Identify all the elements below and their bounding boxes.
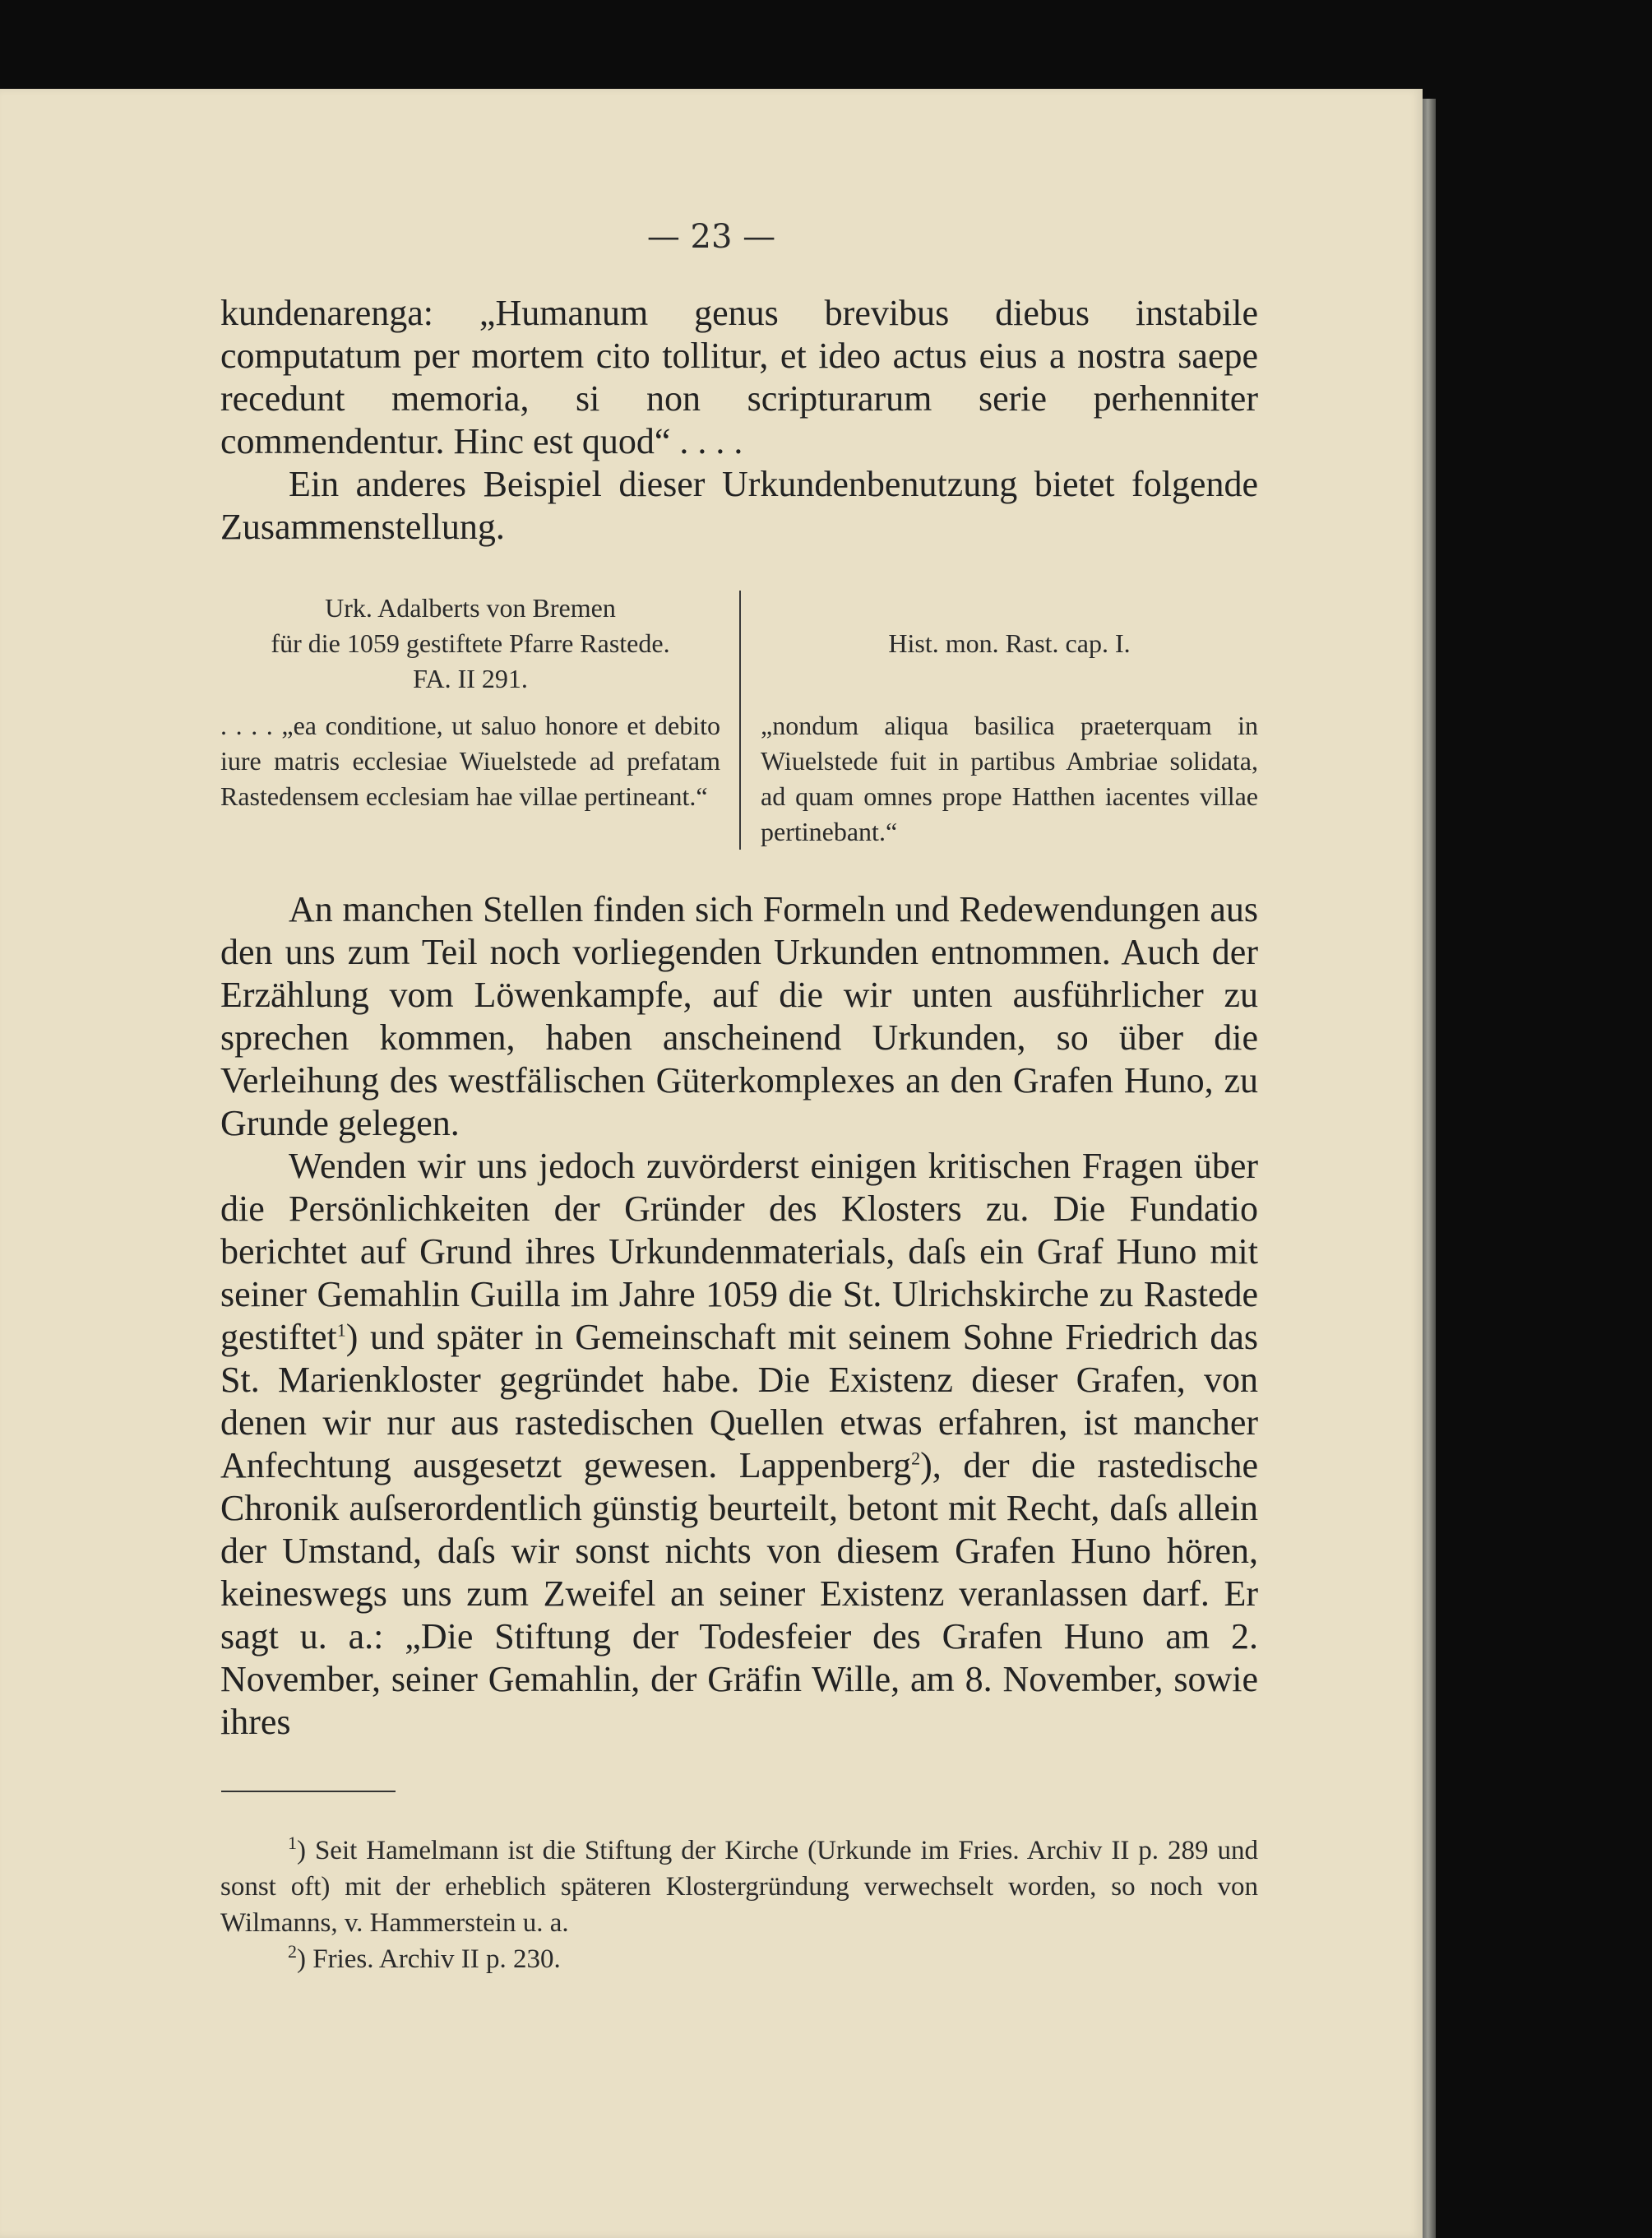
footnote-1-text: ) Seit Hamelmann ist die Stiftung der Kirche (Urkunde im Fries. Archiv II p. 289 und sonst oft) mit der erheblich späteren Klostergründung verwechselt worden, so noch von Wilmanns, v. Hammerstein u. a. (220, 1836, 1258, 1938)
left-heading-line-1: Urk. Adalberts von Bremen (325, 593, 616, 623)
body-text-bottom (220, 888, 1258, 1744)
footnote-2-text: ) Fries. Archiv II p. 230. (297, 1944, 561, 1974)
footnote-2-mark: 2 (288, 1941, 297, 1962)
footnote-rule (221, 1791, 396, 1792)
paragraph-formulas: An manchen Stellen finden sich Formeln und Redewendungen aus den uns zum Teil noch vorliegenden Urkunden entnommen. Auch der Erzählung vom Löwenkampfe, auf die wir unten ausführlicher zu sprechen kommen, haben anscheinend Urkunden, so über die Verleihung des westfälischen Güterkomplexes an den Grafen Huno, zu Grunde gelegen. (220, 889, 1258, 1143)
footnote-1-mark: 1 (288, 1833, 297, 1853)
left-column-heading (220, 591, 720, 697)
footnote-ref-2: 2 (911, 1448, 921, 1469)
footnote-1 (220, 1833, 1258, 1941)
page-number: — 23 — (646, 218, 776, 256)
left-heading-line-3: FA. II 291. (413, 664, 528, 693)
founders-text-1: Wenden wir uns jedoch zuvörderst einigen kritischen Fragen über die Persönlichkeiten der Gründer des Klosters zu. Die Fundatio berichtet auf Grund ihres Urkundenmaterials, daſs ein Graf Huno mit seiner Gemahlin Guilla im Jahre 1059 die St. Ulrichskirche zu Rastede gestiftet (220, 1146, 1258, 1357)
footnote-2 (220, 1941, 1258, 1977)
founders-text-3: ), der die rastedische Chronik auſserordentlich günstig beurteilt, betont mit Recht, daſs allein der Umstand, daſs wir sonst nichts von diesem Grafen Huno hören, keineswegs uns zum Zweifel an seiner Existenz veranlassen darf. Er sagt u. a.: „Die Stiftung der Todesfeier des Grafen Huno am 2. November, seiner Gemahlin, der Gräfin Wille, am 8. November, sowie ihres (220, 1445, 1258, 1742)
paragraph-founders (220, 1145, 1258, 1744)
left-column (220, 591, 720, 814)
left-column-quote: . . . . „ea conditione, ut saluo honore et debito iure matris ecclesiae Wiuelstede ad prefatam Rastedensem ecclesiam hae villae pertineant.“ (220, 711, 720, 811)
right-column (761, 591, 1258, 850)
footnotes (220, 1833, 1258, 1977)
intro-paragraph: kundenarenga: „Humanum genus brevibus diebus instabile computatum per mortem cito tollitur, et ideo actus eius a nostra saepe recedunt memoria, si non scripturarum serie perhenniter commendentur. Hinc est quod“ . . . . (220, 293, 1258, 461)
footnote-ref-1: 1 (336, 1319, 346, 1341)
column-divider (739, 591, 741, 850)
page-edge (1423, 99, 1436, 2238)
body-text-top (220, 292, 1258, 549)
left-heading-line-2: für die 1059 gestiftete Pfarre Rastede. (271, 628, 670, 658)
right-column-heading: Hist. mon. Rast. cap. I. (888, 628, 1131, 658)
paragraph-example: Ein anderes Beispiel dieser Urkundenbenutzung bietet folgende Zusammenstellung. (220, 464, 1258, 547)
founders-text-2: ) und später in Gemeinschaft mit seinem Sohne Friedrich das St. Marienkloster gegründet habe. Die Existenz dieser Grafen, von denen wir nur aus rastedischen Quellen etwas erfahren, ist mancher Anfechtung ausgesetzt gewesen. Lappenberg (220, 1317, 1258, 1485)
right-column-quote: „nondum aliqua basilica praeterquam in Wiuelstede fuit in partibus Ambriae solidata, ad quam omnes prope Hatthen iacentes villae pertinebant.“ (761, 711, 1258, 846)
